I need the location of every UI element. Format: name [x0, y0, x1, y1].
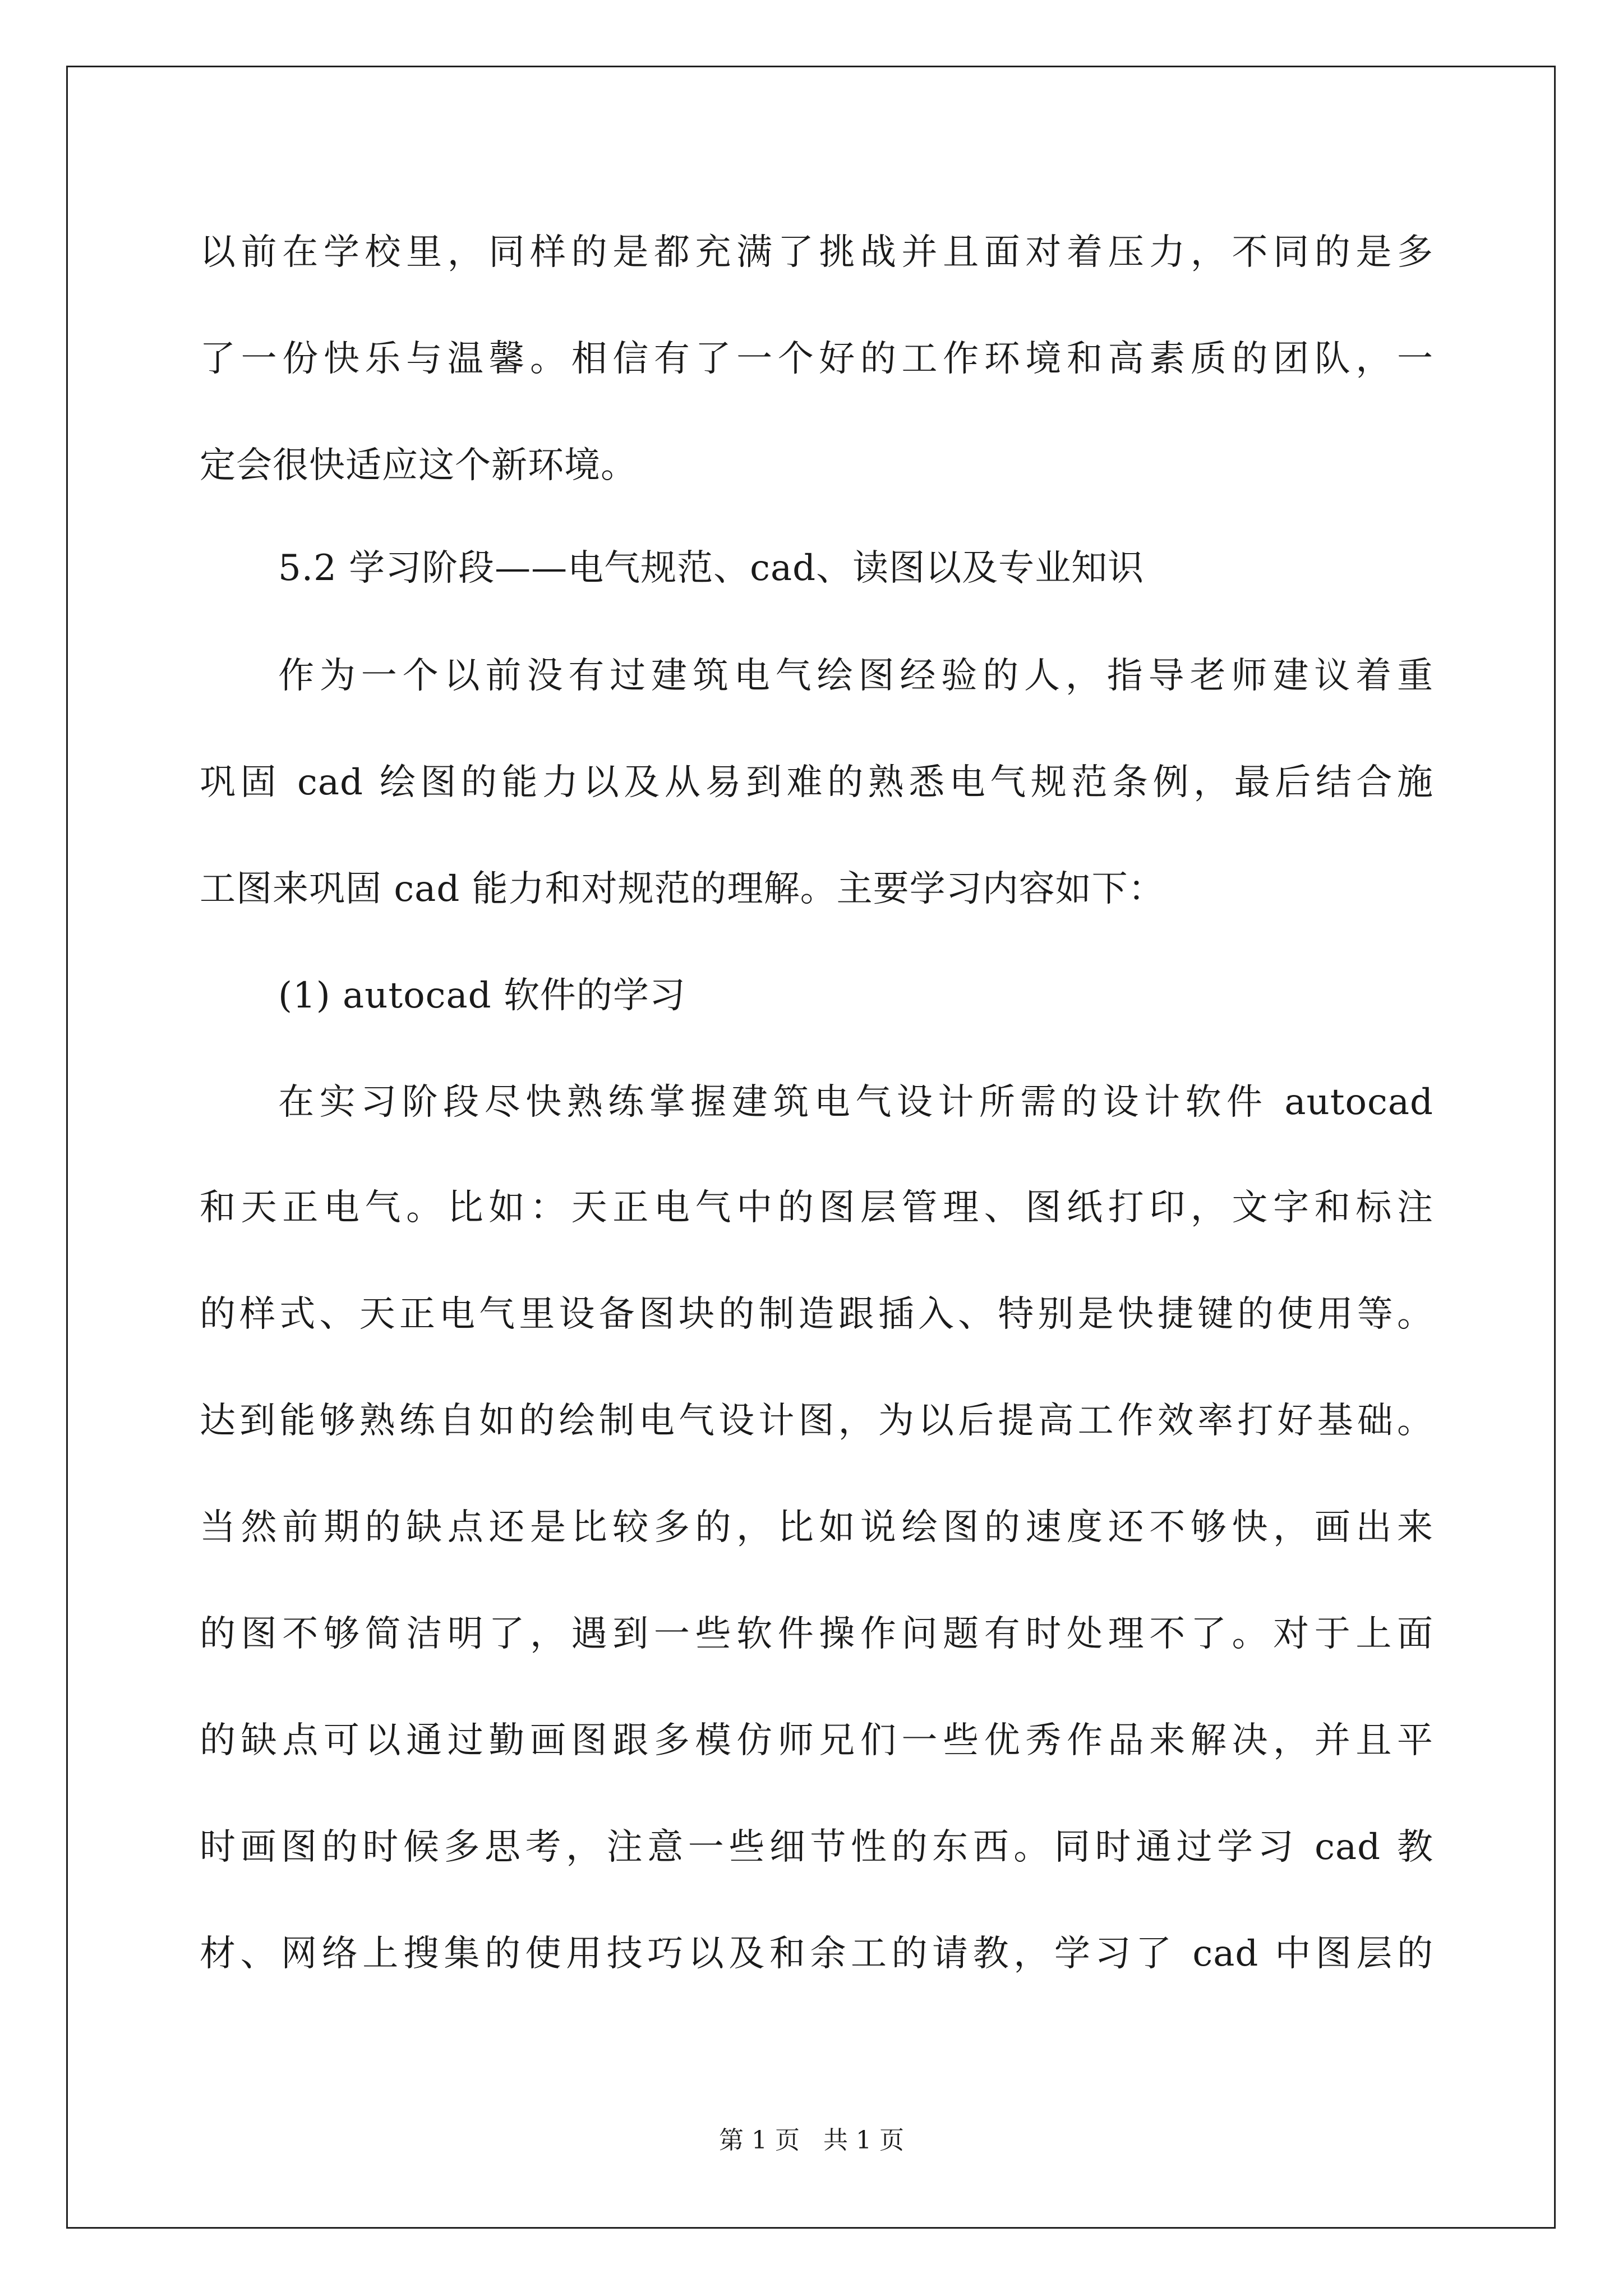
body-text-line: 当然前期的缺点还是比较多的，比如说绘图的速度还不够快，画出来: [200, 1507, 1433, 1548]
body-text-line: 时画图的时候多思考，注意一些细节性的东西。同时通过学习 cad 教: [200, 1826, 1433, 1868]
page-border: [66, 66, 1556, 2229]
section-heading: 5.2 学习阶段——电气规范、cad、读图以及专业知识: [278, 547, 1145, 589]
body-text-line: 达到能够熟练自如的绘制电气设计图，为以后提高工作效率打好基础。: [200, 1400, 1433, 1442]
body-text-line: 巩固 cad 绘图的能力以及从易到难的熟悉电气规范条例，最后结合施: [200, 762, 1433, 803]
body-text-line: 在实习阶段尽快熟练掌握建筑电气设计所需的设计软件 autocad: [278, 1082, 1433, 1123]
subsection-heading: (1) autocad 软件的学习: [278, 975, 686, 1016]
body-text-line: 作为一个以前没有过建筑电气绘图经验的人，指导老师建议着重: [278, 655, 1433, 697]
body-text-line: 的图不够简洁明了，遇到一些软件操作问题有时处理不了。对于上面: [200, 1613, 1433, 1655]
body-text-line: 材、网络上搜集的使用技巧以及和余工的请教，学习了 cad 中图层的: [200, 1933, 1433, 1975]
body-text-line: 的缺点可以通过勤画图跟多模仿师兄们一些优秀作品来解决，并且平: [200, 1720, 1433, 1761]
body-text-line: 的样式、天正电气里设备图块的制造跟插入、特别是快捷键的使用等。: [200, 1294, 1433, 1335]
page-footer: 第 1 页 共 1 页: [719, 2126, 904, 2155]
body-text-line: 了一份快乐与温馨。相信有了一个好的工作环境和高素质的团队，一: [200, 338, 1433, 380]
body-text-line: 以前在学校里，同样的是都充满了挑战并且面对着压力，不同的是多: [200, 232, 1433, 273]
body-text-line: 定会很快适应这个新环境。: [200, 445, 637, 486]
body-text-line: 工图来巩固 cad 能力和对规范的理解。主要学习内容如下：: [200, 868, 1165, 910]
body-text-line: 和天正电气。比如：天正电气中的图层管理、图纸打印，文字和标注: [200, 1187, 1433, 1228]
